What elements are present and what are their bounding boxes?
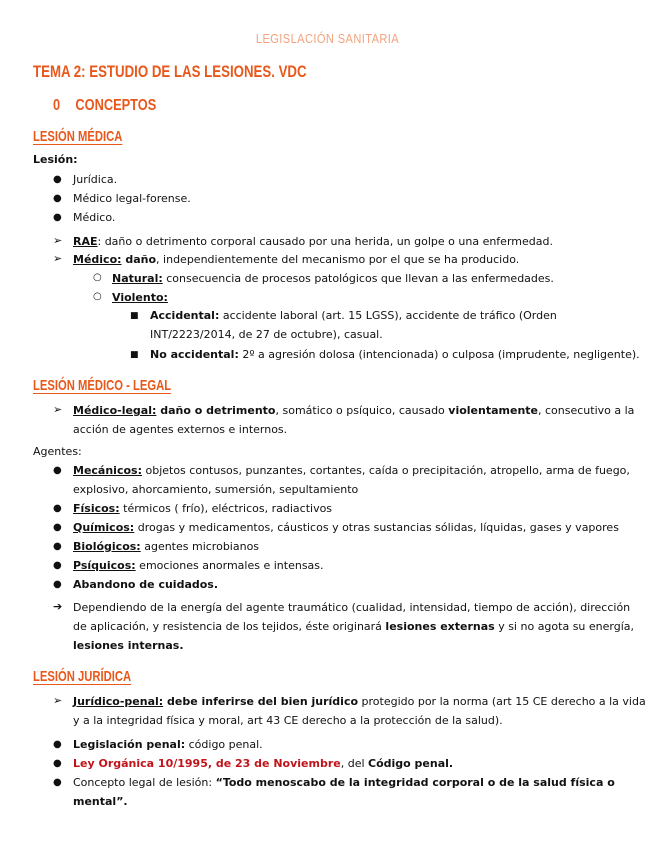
juridico-penal-definition-cont: y a la integridad física y moral, art 43 CE derecho a la protección de la salud). — [73, 714, 503, 727]
arrow-bullet-icon: ➢ — [53, 252, 63, 265]
dependiendo-paragraph: Dependiendo de la energía del agente traumático (cualidad, intensidad, tiempo de acción), dirección — [73, 601, 631, 614]
subtitle-number: 0 — [53, 97, 61, 114]
lesion-intro: Lesión: — [33, 153, 78, 166]
arrow-bullet-icon: ➢ — [53, 234, 63, 247]
arrow-bullet-icon: ➢ — [53, 403, 63, 416]
bullet-icon: ● — [53, 193, 62, 204]
natural-item: Natural: consecuencia de procesos patológicos que llevan a las enfermedades. — [112, 272, 554, 285]
violento-item: Violento: — [112, 291, 168, 304]
section-heading-lesion-medica: LESIÓN MÉDICA — [33, 128, 123, 145]
list-item: Médico legal-forense. — [73, 192, 191, 205]
bullet-icon: ● — [53, 522, 62, 533]
bullet-icon: ● — [53, 465, 62, 476]
rae-definition: RAE: daño o detrimento corporal causado por una herida, un golpe o una enfermedad. — [73, 235, 553, 248]
list-item: Jurídica. — [73, 173, 118, 186]
agente-mecanicos: Mecánicos: objetos contusos, punzantes, cortantes, caída o precipitación, atropello, arma de fuego, — [73, 464, 630, 477]
juridico-penal-definition: Jurídico-penal: debe inferirse del bien jurídico protegido por la norma (art 15 CE derecho a la vida — [73, 695, 646, 708]
bullet-icon: ● — [53, 174, 62, 185]
subtitle-text: CONCEPTOS — [75, 97, 157, 114]
agente-biologicos: Biológicos: agentes microbianos — [73, 540, 260, 553]
accidental-item-cont: INT/2223/2014, de 27 de octubre), casual. — [150, 328, 383, 341]
section-heading-lesion-juridica: LESIÓN JURÍDICA — [33, 668, 132, 685]
arrow-bullet-icon: ➢ — [53, 694, 63, 707]
agente-psiquicos: Psíquicos: emociones anormales e intensas. — [73, 559, 324, 572]
agente-fisicos: Físicos: térmicos ( frío), eléctricos, radiactivos — [73, 502, 333, 515]
medico-definition: Médico: daño, independientemente del mecanismo por el que se ha producido. — [73, 253, 520, 266]
page-title: TEMA 2: ESTUDIO DE LAS LESIONES. VDC — [33, 62, 307, 81]
document-header: LEGISLACIÓN SANITARIA — [255, 31, 400, 46]
accidental-item: Accidental: accidente laboral (art. 15 LGSS), accidente de tráfico (Orden — [150, 309, 557, 322]
square-bullet-icon: ■ — [130, 350, 139, 360]
section-subtitle — [53, 97, 156, 115]
bullet-icon: ● — [53, 739, 62, 750]
agente-mecanicos-cont: explosivo, ahorcamiento, sumersión, sepultamiento — [73, 483, 359, 496]
bullet-icon: ● — [53, 758, 62, 769]
no-accidental-item: No accidental: 2º a agresión dolosa (intencionada) o culposa (imprudente, negligente). — [150, 348, 640, 361]
circle-bullet-icon: ○ — [93, 272, 102, 283]
bullet-icon: ● — [53, 560, 62, 571]
medico-legal-definition: Médico-legal: daño o detrimento, somático o psíquico, causado violentamente, consecutivo a la — [73, 404, 635, 417]
bullet-icon: ● — [53, 579, 62, 590]
bullet-icon: ● — [53, 777, 62, 788]
ley-organica-item: Ley Orgánica 10/1995, de 23 de Noviembre, del Código penal. — [73, 757, 454, 770]
legislacion-penal-item: Legislación penal: código penal. — [73, 738, 263, 751]
bullet-icon: ● — [53, 541, 62, 552]
bullet-icon: ● — [53, 503, 62, 514]
arrow-right-icon: ➔ — [53, 600, 63, 613]
medico-legal-definition-cont: acción de agentes externos e internos. — [73, 423, 288, 436]
agente-quimicos: Químicos: drogas y medicamentos, cáusticos y otras sustancias sólidas, líquidas, gases y vapores — [73, 521, 619, 534]
bullet-icon: ● — [53, 212, 62, 223]
square-bullet-icon: ■ — [130, 311, 139, 321]
dependiendo-paragraph-cont: de aplicación, y resistencia de los tejidos, éste originará lesiones externas y si no agota su energía, — [73, 620, 635, 633]
list-item: Médico. — [73, 211, 116, 224]
dependiendo-paragraph-end: lesiones internas. — [73, 639, 184, 652]
concepto-legal-item-cont: mental”. — [73, 795, 128, 808]
section-heading-lesion-medico-legal: LESIÓN MÉDICO - LEGAL — [33, 377, 172, 394]
agente-abandono: Abandono de cuidados. — [73, 578, 219, 591]
agentes-label: Agentes: — [33, 445, 82, 458]
circle-bullet-icon: ○ — [93, 291, 102, 302]
concepto-legal-item: Concepto legal de lesión: “Todo menoscabo de la integridad corporal o de la salud física o — [73, 776, 615, 789]
